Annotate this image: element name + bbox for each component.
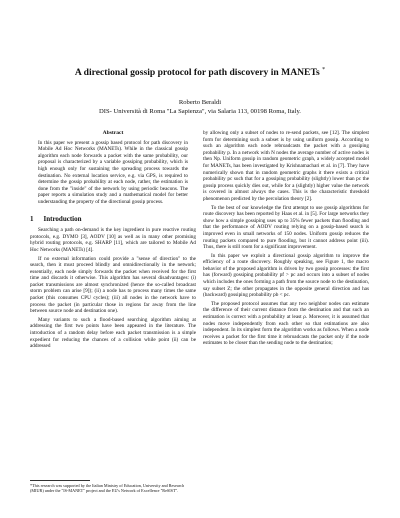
paper-title bbox=[30, 64, 370, 79]
author-block bbox=[30, 98, 370, 116]
right-paragraph-1: by allowing only a subset of nodes to re-send packets, see [12]. The simplest form for determining such a subset is by using uniform gossip. According to such an algorithm each node rebroadcasts the packet with a gossiping probability p. In a network with N nodes the average number of active nodes is then Np. Uniform gossip in random geometric graph, a widely accepted model for MANETs, has been investigated by Krishnamachari et al. in [7]. They have numerically shown that in random geometric graphs it there exists a critical probability pc such that for a gossiping probability (slightly) lower than pc the gossip process quickly dies out, while for a (slightly) higher value the network is covered in almost always the cases. This is the characteristic threshold phenomenon predicted by the percolation theory [2]. bbox=[203, 130, 369, 202]
left-column bbox=[30, 130, 196, 352]
right-paragraph-2: To the best of our knowledge the first attempt to use gossip algorithms for route discovery has been reported by Haas et al. in [5]. For large networks they show how a simple gossiping uses up to 35% fewer packets than flooding and that the performance of AODV routing relying on a gossip-based search is improved even in small networks of 150 nodes. Uniform gossip reduces the routing packets compared to pure flooding, but it cannot address point (iii). Thus, there is still room for a significant improvement. bbox=[203, 204, 369, 251]
section-heading bbox=[30, 216, 196, 223]
footnote: *This research was supported by the Italian Ministry of Education, University and Research (MIUR) under the "IS-MANET" project and the EU's Network of Excellence "ReSIST". bbox=[30, 483, 185, 494]
section-title: Introduction bbox=[43, 214, 82, 223]
intro-paragraph-1: Searching a path on-demand is the key ingredient in pure reactive routing protocols, e.g. DYMO [3], AODV [10] as well as in many other promising hybrid routing protocols, e.g. SHARP [11], which are tailored to Mobile Ad Hoc Networks (MANETs) [4]. bbox=[30, 227, 196, 253]
right-paragraph-4: The proposed protocol assumes that any two neighbor nodes can estimate the difference of their current distance from the destination and that such an estimation is correct with a probability at least ρ. Moreover, it is assumed that nodes move independently from each other so that estimations are also independent. In its simplest form the algorithm works as follows. When a node receives a packet for the first time it rebroadcasts the packet only if the node estimates to be closer than the sending node to the destination; bbox=[203, 300, 369, 347]
title-text: A directional gossip protocol for path discovery in MANETs bbox=[74, 67, 320, 79]
section-number: 1 bbox=[30, 214, 34, 223]
title-footnote-mark: * bbox=[322, 67, 326, 73]
right-paragraph-3: In this paper we exploit a directional gossip algorithm to improve the efficiency of a route discovery. Roughly speaking, see Figure 1, the macro behavior of the proposed algorithm is driven by two gossip processes: the first has (forward) gossiping probability pf > pc and occurs into a subset of nodes which includes the ones forming a path from the source node to the destination, say subset Z; the other propagates in the opposite general direction and has (backward) gossiping probability pb < pc. bbox=[203, 252, 369, 299]
author-name: Roberto Beraldi bbox=[178, 99, 222, 106]
abstract-heading: Abstract bbox=[102, 130, 124, 136]
author-affiliation: DIS- Università di Roma "La Sapienza", via Salaria 113, 00198 Roma, Italy. bbox=[99, 108, 301, 115]
footnote-rule bbox=[30, 480, 90, 481]
intro-paragraph-2: If no external information could provide a "sense of direction" to the search, then it must proceed blindly and omnidirectionally in the network; essentially, each node simply forwards the packet when received for the first time and discards it otherwise. This algorithm has several disadvantages: (i) packet transmissions are almost synchronized (hence the so-called broadcast storm problem can arise [9]); (ii) a node has to process many times the same packet (this consumes CPU cycles); (iii) all nodes in the network have to process the packet (in particular those in regions far away from the line between source node and destination one). bbox=[30, 255, 196, 315]
right-column bbox=[203, 130, 369, 349]
intro-paragraph-3: Many variants to such a flood-based searching algorithm aiming at addressing the first two points have been appeared in the literature. The introduction of a random delay before each packet transmission is a simple expedient for reducing the chances of a collision while point (ii) can be addressed bbox=[30, 316, 196, 350]
abstract-text: In this paper we present a gossip based protocol for path discovery in Mobile Ad Hoc Networks (MANETs). While in the classical gossip algorithm each node forwards a packet with the same probability, our proposal is characterized by a variable gossiping probability, which is high enough only for sustaining the spreading process towards the destination. No external location service, e.g. via GPS, is required to determine the gossip probability at each node, rather, the estimation is done from the "inside" of the network by using periodic beacons. The paper reports a simulation study and a mathematical model for better understanding the property of the directional gossip process. bbox=[38, 139, 188, 205]
